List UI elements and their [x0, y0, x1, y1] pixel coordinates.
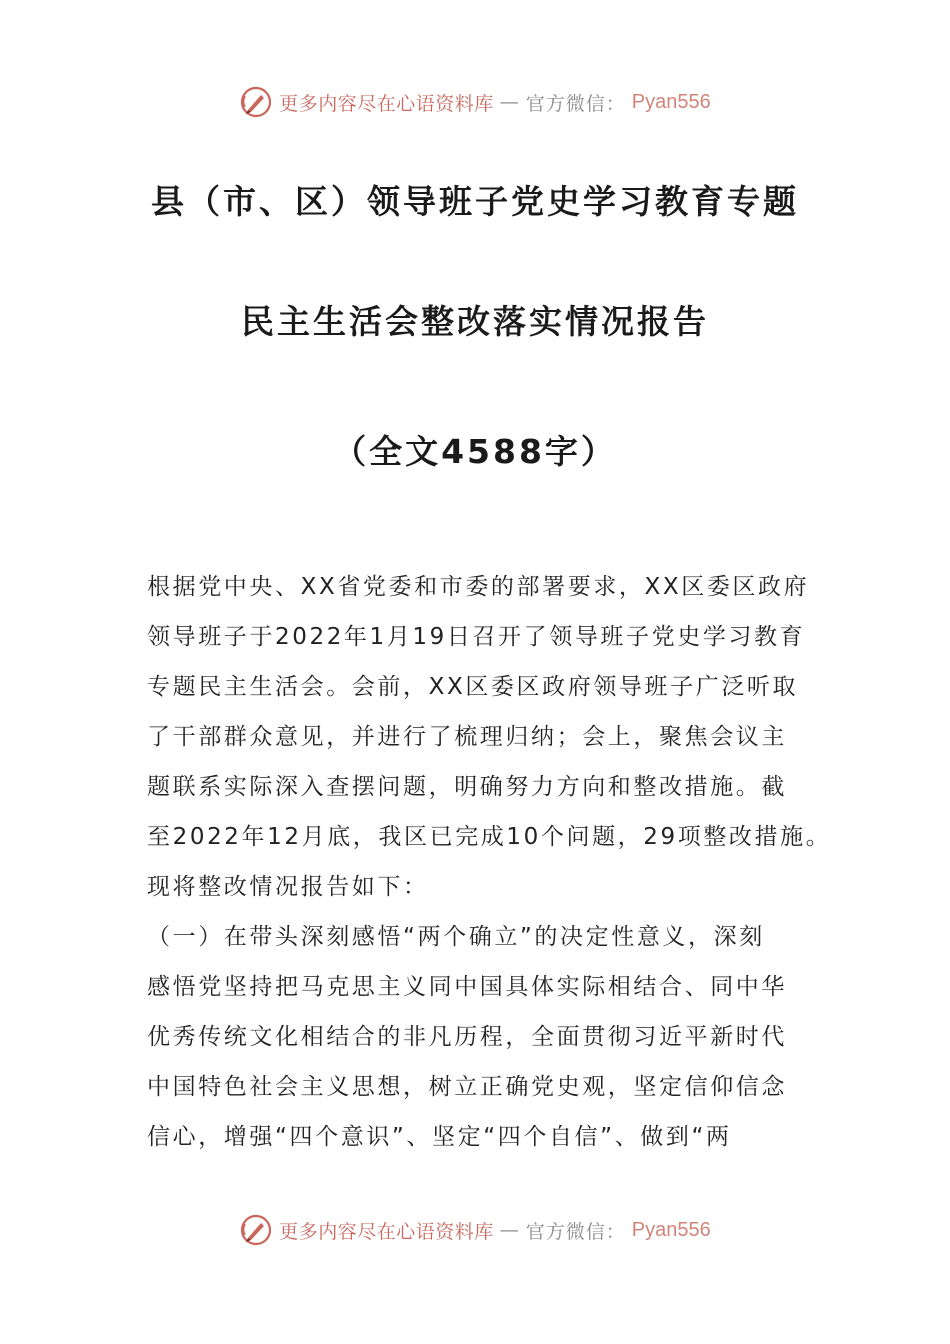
- report-body: [147, 562, 832, 1162]
- watermark-main-text: 更多内容尽在心语资料库: [279, 1220, 494, 1243]
- body-line: 题联系实际深入查摆问题，明确努力方向和整改措施。截: [147, 774, 787, 800]
- watermark-label: 官方微信：: [525, 1220, 626, 1243]
- watermark-dash: —: [499, 1219, 520, 1241]
- body-line: 至2022年12月底，我区已完成10个问题，29项整改措施。: [147, 824, 832, 850]
- body-line: 了干部群众意见，并进行了梳理归纳；会上，聚焦会议主: [147, 724, 787, 750]
- footer-watermark: [0, 1210, 950, 1250]
- body-line: 现将整改情况报告如下：: [147, 874, 429, 900]
- body-line: 感悟党坚持把马克思主义同中国具体实际相结合、同中华: [147, 974, 787, 1000]
- body-line: 信心，增强“四个意识”、坚定“四个自信”、做到“两: [147, 1124, 732, 1150]
- body-line: 根据党中央、XX省党委和市委的部署要求，XX区委区政府: [147, 574, 810, 600]
- watermark-main-text: 更多内容尽在心语资料库: [279, 92, 494, 115]
- title-line-1: 县（市、区）领导班子党史学习教育专题: [151, 182, 799, 221]
- watermark-wechat-id: Pyan556: [631, 1218, 711, 1241]
- pen-logo-icon: [239, 1213, 273, 1247]
- body-line: 优秀传统文化相结合的非凡历程，全面贯彻习近平新时代: [147, 1024, 787, 1050]
- watermark-dash: —: [499, 91, 520, 113]
- header-watermark: [0, 82, 950, 122]
- body-line: 专题民主生活会。会前，XX区委区政府领导班子广泛听取: [147, 674, 799, 700]
- body-line: 领导班子于2022年1月19日召开了领导班子党史学习教育: [147, 624, 806, 650]
- body-line: （一）在带头深刻感悟“两个确立”的决定性意义，深刻: [147, 924, 765, 950]
- watermark-label: 官方微信：: [525, 92, 626, 115]
- watermark-wechat-id: Pyan556: [631, 90, 711, 113]
- word-count-subtitle: （全文4588字）: [333, 432, 617, 471]
- pen-logo-icon: [239, 85, 273, 119]
- title-line-2: 民主生活会整改落实情况报告: [241, 302, 709, 341]
- body-line: 中国特色社会主义思想，树立正确党史观，坚定信仰信念: [147, 1074, 787, 1100]
